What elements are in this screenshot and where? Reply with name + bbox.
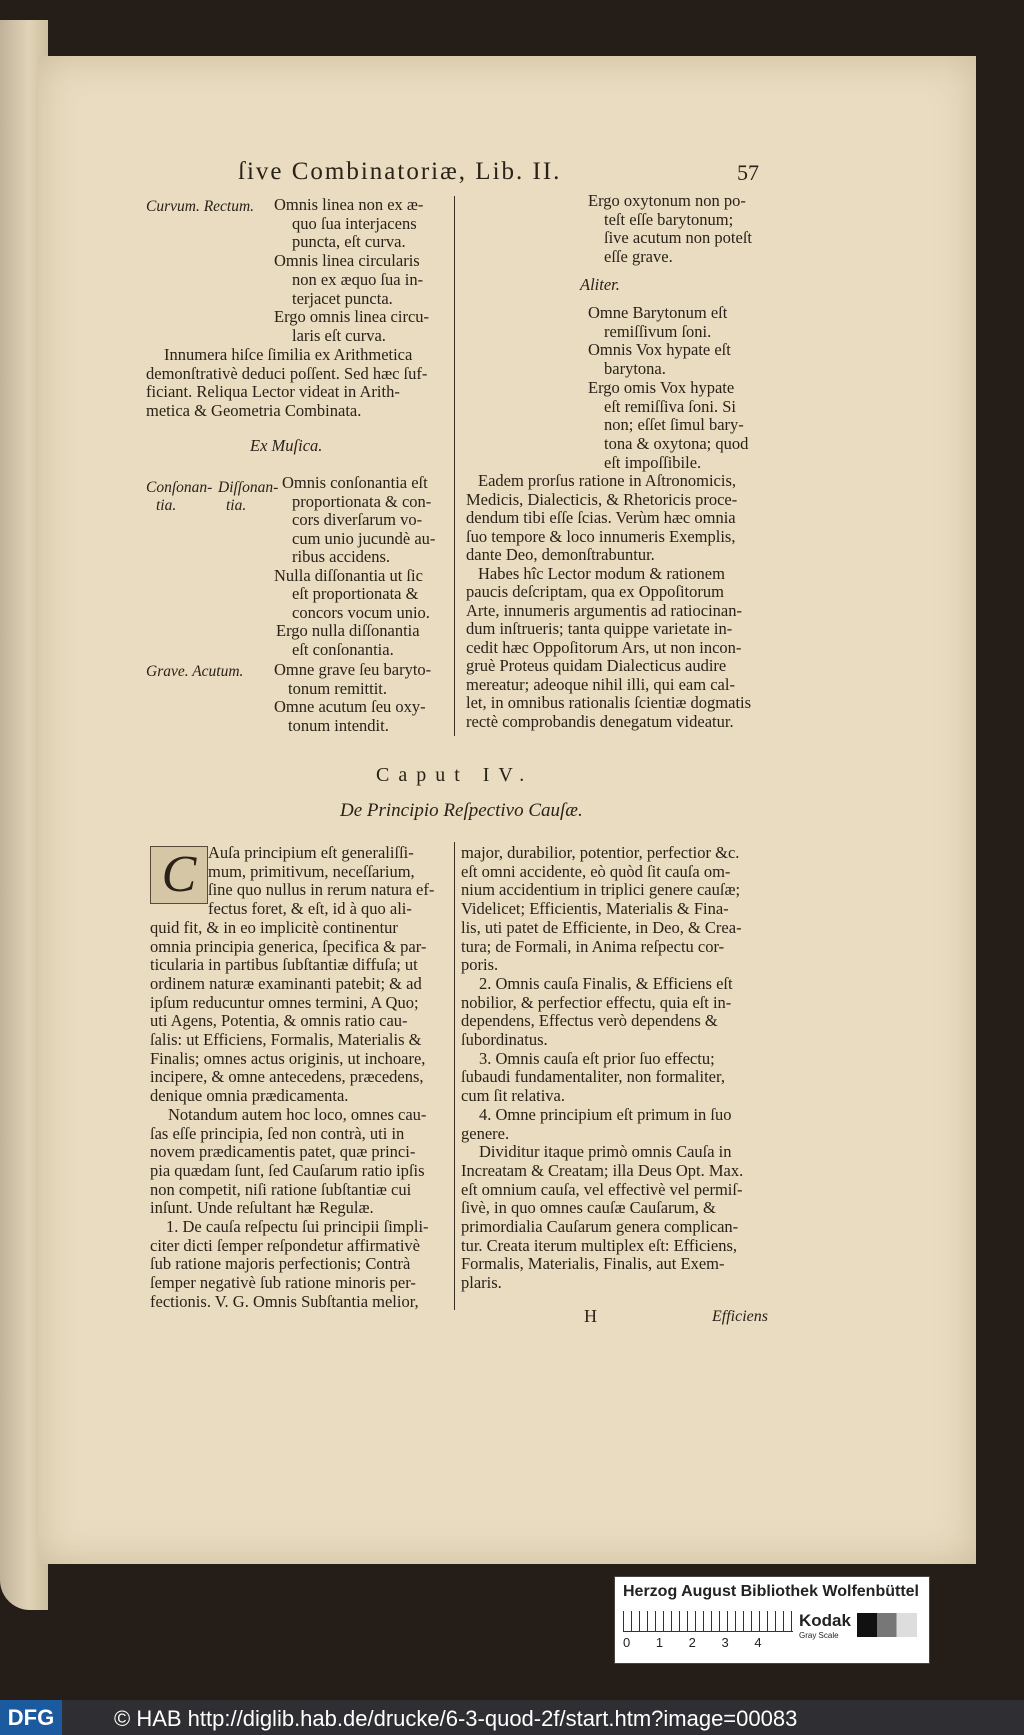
- paragraph-line: non competit, niſi ratione ſubſtantiæ cui: [150, 1179, 412, 1199]
- paragraph-line: ſivè, in quo omnes cauſæ Cauſarum, &: [461, 1198, 716, 1218]
- measurement-ruler: [623, 1611, 793, 1632]
- paragraph-line: ſas eſſe principia, ſed non contrà, uti in: [150, 1123, 405, 1143]
- paragraph-line: Notandum autem hoc loco, omnes cau-: [168, 1104, 427, 1124]
- syllogism-line: proportionata & con-: [292, 491, 432, 511]
- syllogism-line: Omnis linea circularis: [274, 251, 420, 271]
- paragraph-line: 1. De cauſa reſpectu ſui principii ſimpli-: [166, 1217, 429, 1236]
- paragraph-line: fectus foret, & eſt, id à quo ali-: [208, 899, 412, 919]
- paragraph-line: tur. Creata iterum multiplex eſt: Efficiens,: [461, 1235, 737, 1255]
- paragraph-line: nium accidentium in triplici genere cauſæ;: [461, 880, 741, 900]
- paragraph-line: citer dicti ſemper reſpondetur affirmativè: [150, 1235, 420, 1255]
- paragraph-line: paucis deſcriptam, qua ex Oppoſitorum: [466, 582, 724, 601]
- subhead-ex-musica: Ex Muſica.: [250, 436, 323, 455]
- dfg-logo: DFG: [0, 1700, 62, 1735]
- syllogism-line: eſt proportionata &: [292, 584, 419, 603]
- paragraph-line: Videlicet; Efficientis, Materialis & Fina-: [461, 899, 729, 919]
- paragraph-line: ficiant. Reliqua Lector videat in Arith-: [146, 382, 400, 402]
- paragraph-line: Innumera hiſce ſimilia ex Arithmetica: [164, 345, 413, 364]
- syllogism-line: Ergo omnis linea circu-: [274, 307, 430, 327]
- syllogism-line: concors vocum unio.: [292, 602, 430, 622]
- paragraph-line: cedit hæc Oppoſitorum Ars, ut non incon-: [466, 637, 742, 657]
- syllogism-line: quo ſua interjacens: [292, 213, 417, 233]
- syllogism-line: Ergo omis Vox hypate: [588, 377, 735, 397]
- margin-label-dissonantia-2: tia.: [226, 497, 247, 514]
- paragraph-line: tura; de Formali, in Anima reſpectu cor-: [461, 936, 725, 956]
- syllogism-line: Omnis conſonantia eſt: [282, 473, 428, 492]
- syllogism-line: ribus accidens.: [292, 547, 391, 566]
- syllogism-line: Omne acutum ſeu oxy-: [274, 697, 426, 716]
- syllogism-line: barytona.: [604, 359, 666, 379]
- paragraph-line: Dividitur itaque primò omnis Cauſa in: [479, 1142, 732, 1162]
- chapter-subtitle: De Principio Reſpectivo Cauſæ.: [340, 800, 583, 821]
- paragraph-line: ſubordinatus.: [461, 1030, 548, 1049]
- paragraph-line: Medicis, Dialecticis, & Rhetoricis proce-: [466, 489, 738, 509]
- syllogism-line: Ergo nulla diſſonantia: [276, 621, 420, 640]
- syllogism-line: eſſe grave.: [604, 247, 673, 267]
- decorated-initial: C: [150, 846, 208, 904]
- paragraph-line: ordinem naturæ examinanti patebit; & ad: [150, 973, 422, 993]
- paragraph-line: mereatur; adeoque nihil illi, qui eam cal-: [466, 674, 735, 694]
- paragraph-line: Habes hîc Lector modum & rationem: [478, 563, 725, 583]
- paragraph-line: pia quædam ſunt, ſed Cauſarum ratio ipſis: [150, 1160, 425, 1180]
- paragraph-line: eſt omni accidente, eò quòd ſit cauſa om-: [461, 861, 731, 881]
- syllogism-line: cors diverſarum vo-: [292, 510, 423, 529]
- column-rule-bottom: [454, 842, 455, 1310]
- paragraph-line: incipere, & omne antecedens, præcedens,: [150, 1067, 424, 1087]
- syllogism-line: remiſſivum ſoni.: [604, 321, 712, 341]
- syllogism-line: Nulla diſſonantia ut ſic: [274, 565, 423, 585]
- subhead-aliter: Aliter.: [580, 275, 620, 294]
- signature-mark: H: [584, 1306, 597, 1326]
- syllogism-line: ſive acutum non poteſt: [604, 228, 753, 248]
- paragraph-line: 3. Omnis cauſa eſt prior ſuo effectu;: [479, 1048, 715, 1068]
- syllogism-line: terjacet puncta.: [292, 288, 393, 308]
- library-name: Herzog August Bibliothek Wolfenbüttel: [623, 1583, 919, 1600]
- column-rule-top: [454, 196, 455, 736]
- syllogism-line: Omne grave ſeu baryto-: [274, 660, 432, 679]
- paragraph-line: nobilior, & perfectior effectu, quia eſt in-: [461, 992, 732, 1012]
- paragraph-line: quid fit, & in eo implicitè continentur: [150, 917, 398, 937]
- margin-label-consonantia-1: Conſonan-: [146, 479, 213, 496]
- syllogism-line: puncta, eſt curva.: [292, 232, 406, 252]
- paragraph-line: Eadem prorſus ratione in Aſtronomicis,: [478, 471, 736, 490]
- paragraph-line: ticularia in partibus ſubſtantiæ diffuſa; ut: [150, 955, 418, 975]
- paragraph-line: ſine quo nullus in rerum natura ef-: [208, 880, 435, 900]
- paragraph-line: ſemper negativè ſub ratione minoris per-: [150, 1273, 416, 1293]
- syllogism-line: non; eſſet ſimul bary-: [604, 415, 744, 435]
- syllogism-line: cum unio jucundè au-: [292, 528, 436, 548]
- paragraph-line: cum ſit relativa.: [461, 1086, 566, 1106]
- paragraph-line: metica & Geometria Combinata.: [146, 401, 362, 421]
- paragraph-line: ſubaudi fundamentaliter, non formaliter,: [461, 1067, 725, 1087]
- syllogism-line: Omnis linea non ex æ-: [274, 195, 424, 214]
- syllogism-line: tonum intendit.: [288, 715, 389, 735]
- margin-label-grave-acutum: Grave. Acutum.: [146, 663, 244, 680]
- paragraph-line: let, in omnibus rationalis ſcientiæ dogmatis: [466, 693, 752, 712]
- paragraph-line: major, durabilior, potentior, perfectior &c.: [461, 843, 740, 862]
- paragraph-line: Finalis; omnes actus originis, ut inchoare,: [150, 1048, 426, 1068]
- paragraph-line: dendum tibi eſſe ſcias. Verùm hæc omnia: [466, 508, 736, 527]
- page-number: 57: [737, 160, 759, 185]
- paragraph-line: ſub ratione majoris perfectionis; Contrà: [150, 1254, 411, 1274]
- paragraph-line: ipſum reducuntur omnes termini, A Quo;: [150, 992, 419, 1012]
- paragraph-line: novem prædicamentis patet, quæ princi-: [150, 1142, 416, 1162]
- color-calibration-card: [614, 1576, 930, 1664]
- viewer-footer: [0, 1700, 1024, 1735]
- margin-label-dissonantia-1: Diſſonan-: [218, 479, 279, 496]
- paragraph-line: 4. Omne principium eſt primum in ſuo: [479, 1104, 732, 1124]
- paragraph-line: omnia principia generica, ſpecifica & par-: [150, 936, 427, 956]
- chapter-title: Caput IV.: [376, 764, 534, 786]
- syllogism-line: non ex æquo ſua in-: [292, 269, 424, 289]
- ruler-numbers: 0 1 2 3 4: [623, 1635, 762, 1650]
- paragraph-line: rectè comprobandis denegatum videatur.: [466, 711, 734, 731]
- paragraph-line: Arte, innumeris argumentis ad ratiocinan-: [466, 600, 742, 620]
- paragraph-line: primordialia Cauſarum genera complican-: [461, 1217, 739, 1236]
- paragraph-line: ſalis: ut Efficiens, Formalis, Materialis &: [150, 1030, 422, 1049]
- paragraph-line: uti Agens, Potentia, & omnis ratio cau-: [150, 1011, 408, 1031]
- gray-scale-swatch: [857, 1613, 917, 1637]
- paragraph-line: gruè Proteus quidam Dialecticus audire: [466, 656, 727, 675]
- catchword: Efficiens: [712, 1308, 768, 1325]
- paragraph-line: plaris.: [461, 1273, 502, 1293]
- syllogism-line: Ergo oxytonum non po-: [588, 191, 746, 210]
- running-head: ſive Combinatoriæ, Lib. II.: [238, 158, 562, 185]
- margin-label-consonantia-2: tia.: [156, 497, 177, 514]
- syllogism-line: eſt remiſſiva ſoni. Si: [604, 396, 736, 416]
- syllogism-line: teſt eſſe barytonum;: [604, 209, 734, 229]
- source-credit-link[interactable]: © HAB http://diglib.hab.de/drucke/6-3-quod-2f/start.htm?image=00083: [114, 1706, 798, 1731]
- paragraph-line: inſunt. Unde reſultant hæ Regulæ.: [150, 1198, 374, 1218]
- syllogism-line: eſt conſonantia.: [292, 639, 394, 659]
- paragraph-line: ſuo tempore & loco innumeris Exemplis,: [466, 526, 736, 546]
- paragraph-line: Increatam & Creatam; illa Deus Opt. Max.: [461, 1160, 744, 1180]
- paragraph-line: fectionis. V. G. Omnis Subſtantia melior,: [150, 1291, 419, 1311]
- paragraph-line: Formalis, Materialis, Finalis, aut Exem-: [461, 1254, 725, 1274]
- syllogism-line: laris eſt curva.: [292, 325, 386, 345]
- syllogism-line: tona & oxytona; quod: [604, 433, 749, 453]
- kodak-label: Kodak: [799, 1611, 851, 1630]
- syllogism-line: eſt impoſſibile.: [604, 452, 702, 472]
- paragraph-line: dante Deo, demonſtrabuntur.: [466, 545, 655, 564]
- syllogism-line: tonum remittit.: [288, 678, 387, 698]
- gray-scale-label: Gray Scale: [799, 1631, 839, 1640]
- paragraph-line: genere.: [461, 1123, 510, 1143]
- syllogism-line: Omne Barytonum eſt: [588, 303, 728, 322]
- paragraph-line: eſt omnium cauſa, vel effectivè vel permiſ-: [461, 1179, 743, 1199]
- margin-label-curvum-rectum: Curvum. Rectum.: [146, 198, 255, 215]
- paragraph-line: 2. Omnis cauſa Finalis, & Efficiens eſt: [479, 973, 733, 993]
- paragraph-line: demonſtrativè deduci poſſent. Sed hæc ſuf-: [146, 363, 428, 383]
- paragraph-line: dum inſtrueris; tanta quippe varietate in-: [466, 619, 733, 638]
- paragraph-line: denique omnia prædicamenta.: [150, 1086, 349, 1106]
- paragraph-line: Auſa principium eſt generaliſſi-: [208, 843, 414, 862]
- syllogism-line: Omnis Vox hypate eſt: [588, 340, 731, 360]
- paragraph-line: mum, primitivum, neceſſarium,: [208, 861, 415, 881]
- paragraph-line: lis, uti patet de Efficiente, in Deo, & Crea-: [461, 917, 742, 937]
- paragraph-line: dependens, Effectus verò dependens &: [461, 1011, 718, 1031]
- paragraph-line: poris.: [461, 955, 499, 975]
